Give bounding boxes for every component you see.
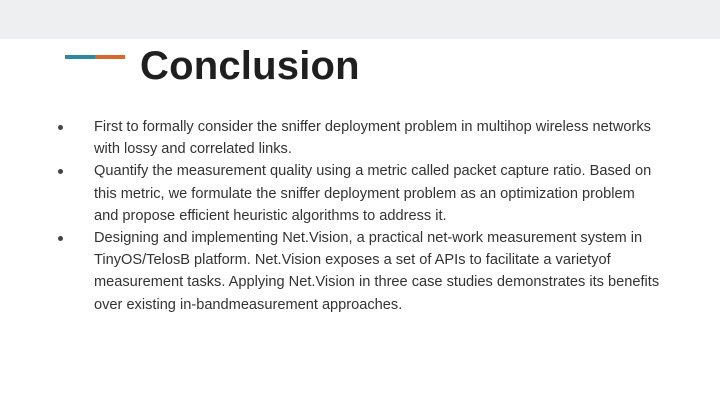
bullet-dot-icon (58, 236, 63, 241)
bullet-text: Quantify the measurement quality using a metric called packet capture ratio. Based on this metric, we formulate the sniffer deployment problem as an optimization problem and propose efficient heuristic algorithms to address it. (94, 163, 652, 224)
bullet-item (50, 160, 660, 227)
slide-title: Conclusion (140, 44, 360, 88)
bullet-dot-icon (58, 169, 63, 174)
bullet-item (50, 227, 660, 316)
accent-orange-segment (95, 55, 125, 59)
bullet-dot-icon (58, 125, 63, 130)
top-strip (0, 0, 720, 39)
bullet-item (50, 116, 660, 160)
bullet-text: Designing and implementing Net.Vision, a practical net-work measurement system in TinyOS/TelosB platform. Net.Vision exposes a set of APIs to facilitate a varietyof measurement tasks. Applying Net.Vision in three case studies demonstrates its benefits over existing in-bandmeasurement approaches. (94, 230, 660, 313)
bullet-text: First to formally consider the sniffer deployment problem in multihop wireless networks with lossy and correlated links. (94, 119, 651, 158)
title-accent-line (65, 55, 125, 59)
bullet-list (50, 116, 660, 316)
accent-teal-segment (65, 55, 95, 59)
